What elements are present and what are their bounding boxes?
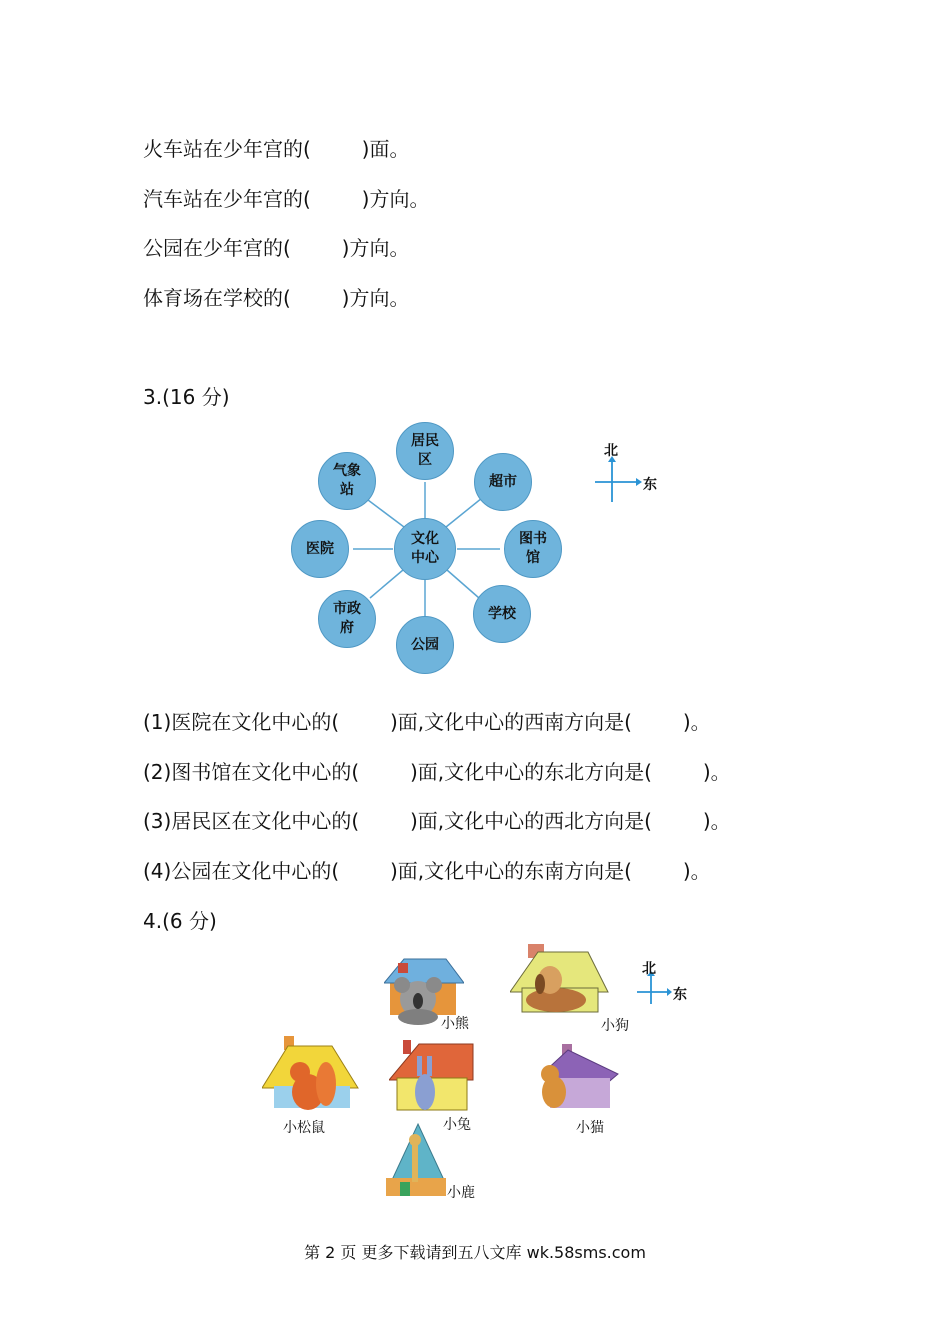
compass-north-label-q3: 北 xyxy=(604,443,618,459)
cat-house-illustration xyxy=(522,1044,622,1116)
rabbit-house-illustration xyxy=(389,1040,475,1118)
question-4-header: 4.(6 分) xyxy=(143,909,217,933)
label-cat: 小猫 xyxy=(576,1120,604,1136)
dog-house-illustration xyxy=(510,944,610,1022)
node-culture-center: 文化 中心 xyxy=(394,518,456,580)
label-bear: 小熊 xyxy=(441,1016,469,1032)
question-3-4: (4)公园在文化中心的( )面,文化中心的东南方向是( )。 xyxy=(143,859,711,883)
question-3-1: (1)医院在文化中心的( )面,文化中心的西南方向是( )。 xyxy=(143,710,711,734)
compass-east-label-q4: 东 xyxy=(673,987,687,1003)
label-squirrel: 小松鼠 xyxy=(283,1120,325,1136)
deer-house-illustration xyxy=(384,1122,450,1200)
question-3-header: 3.(16 分) xyxy=(143,385,230,409)
node-south: 公园 xyxy=(396,616,454,674)
node-east: 图书 馆 xyxy=(504,520,562,578)
node-southwest: 市政 府 xyxy=(318,590,376,648)
node-north: 居民 区 xyxy=(396,422,454,480)
node-west: 医院 xyxy=(291,520,349,578)
question-3-3: (3)居民区在文化中心的( )面,文化中心的西北方向是( )。 xyxy=(143,809,731,833)
label-deer: 小鹿 xyxy=(447,1185,475,1201)
squirrel-house-illustration xyxy=(262,1036,360,1112)
label-dog: 小狗 xyxy=(601,1018,629,1034)
page-footer: 第 2 页 更多下载请到五八文库 wk.58sms.com xyxy=(304,1243,646,1262)
compass-east-label-q3: 东 xyxy=(643,477,657,493)
node-southeast: 学校 xyxy=(473,585,531,643)
label-rabbit: 小兔 xyxy=(443,1117,471,1133)
question-line-stadium: 体育场在学校的( )方向。 xyxy=(143,286,410,310)
node-northeast: 超市 xyxy=(474,453,532,511)
question-3-2: (2)图书馆在文化中心的( )面,文化中心的东北方向是( )。 xyxy=(143,760,731,784)
node-northwest: 气象 站 xyxy=(318,452,376,510)
compass-cross-q4 xyxy=(637,976,667,1004)
question-line-train-station: 火车站在少年宫的( )面。 xyxy=(143,137,410,161)
question-line-park: 公园在少年宫的( )方向。 xyxy=(143,236,410,260)
compass-cross-q3 xyxy=(595,462,636,502)
compass-north-label-q4: 北 xyxy=(642,961,656,977)
question-line-bus-station: 汽车站在少年宫的( )方向。 xyxy=(143,187,430,211)
